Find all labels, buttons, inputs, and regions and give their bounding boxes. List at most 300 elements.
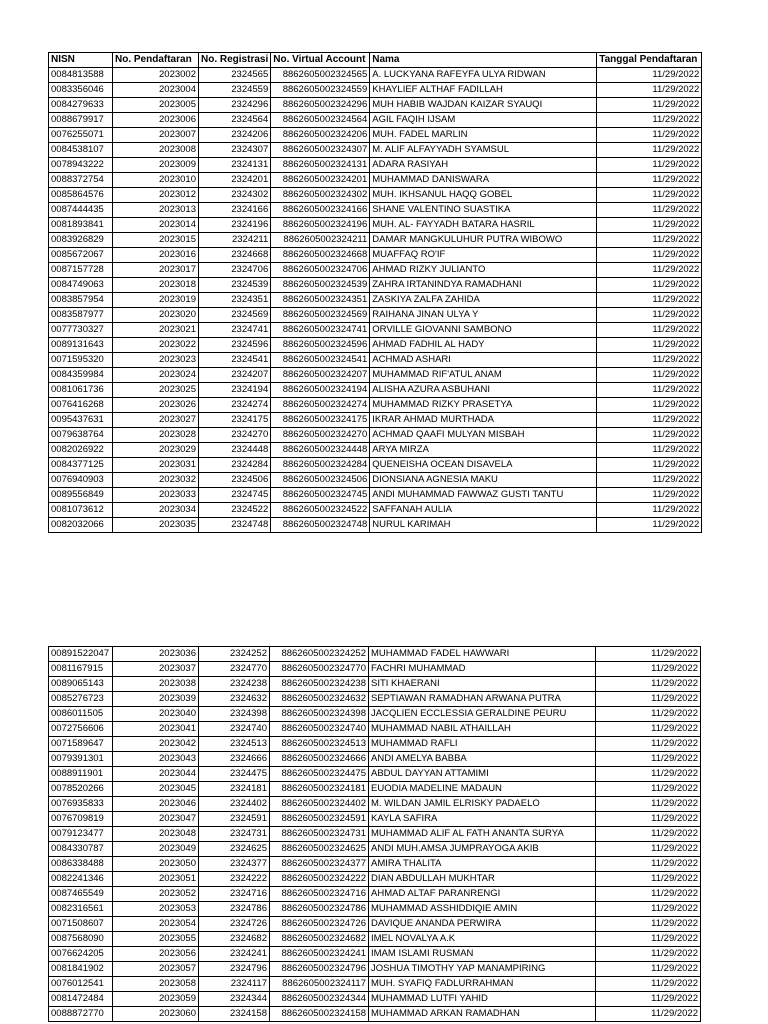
cell-no-pendaftaran: 2023046: [113, 797, 199, 812]
cell-tanggal-pendaftaran: 11/29/2022: [597, 398, 702, 413]
cell-no-pendaftaran: 2023004: [113, 83, 199, 98]
cell-no-pendaftaran: 2023006: [113, 113, 199, 128]
cell-no-virtual-account: 8862605002324222: [270, 872, 369, 887]
cell-nisn: 0082241346: [49, 872, 113, 887]
cell-no-registrasi: 2324196: [199, 218, 271, 233]
cell-no-virtual-account: 8862605002324706: [271, 263, 370, 278]
cell-no-pendaftaran: 2023014: [113, 218, 199, 233]
cell-nisn: 0078943222: [49, 158, 113, 173]
cell-no-registrasi: 2324274: [199, 398, 271, 413]
table-row: [49, 68, 702, 83]
table-row: [49, 113, 702, 128]
cell-no-registrasi: 2324559: [199, 83, 271, 98]
cell-nisn: 0082026922: [49, 443, 113, 458]
cell-no-virtual-account: 8862605002324448: [271, 443, 370, 458]
cell-no-pendaftaran: 2023049: [113, 842, 199, 857]
table-row: [49, 977, 701, 992]
cell-tanggal-pendaftaran: 11/29/2022: [597, 218, 702, 233]
cell-tanggal-pendaftaran: 11/29/2022: [597, 128, 702, 143]
cell-nama: EUODIA MADELINE MADAUN: [369, 782, 596, 797]
cell-no-pendaftaran: 2023032: [113, 473, 199, 488]
cell-no-registrasi: 2324625: [199, 842, 270, 857]
cell-no-pendaftaran: 2023007: [113, 128, 199, 143]
cell-tanggal-pendaftaran: 11/29/2022: [596, 662, 701, 677]
cell-tanggal-pendaftaran: 11/29/2022: [597, 338, 702, 353]
header-row: [49, 53, 702, 68]
cell-no-registrasi: 2324302: [199, 188, 271, 203]
cell-no-registrasi: 2324726: [199, 917, 270, 932]
cell-nama: ACHMAD ASHARI: [370, 353, 597, 368]
cell-tanggal-pendaftaran: 11/29/2022: [597, 188, 702, 203]
cell-tanggal-pendaftaran: 11/29/2022: [597, 488, 702, 503]
table-row: [49, 707, 701, 722]
cell-tanggal-pendaftaran: 11/29/2022: [597, 458, 702, 473]
cell-nama: MUHAMMAD RIZKY PRASETYA: [370, 398, 597, 413]
cell-nisn: 0083356046: [49, 83, 113, 98]
table-row: [49, 932, 701, 947]
cell-no-virtual-account: 8862605002324564: [271, 113, 370, 128]
cell-no-pendaftaran: 2023019: [113, 293, 199, 308]
cell-no-virtual-account: 8862605002324786: [270, 902, 369, 917]
cell-no-registrasi: 2324402: [199, 797, 270, 812]
cell-nisn: 0086338488: [49, 857, 113, 872]
cell-tanggal-pendaftaran: 11/29/2022: [596, 827, 701, 842]
cell-no-virtual-account: 8862605002324731: [270, 827, 369, 842]
cell-no-registrasi: 2324201: [199, 173, 271, 188]
cell-no-pendaftaran: 2023008: [113, 143, 199, 158]
cell-nisn: 0087157728: [49, 263, 113, 278]
cell-no-virtual-account: 8862605002324398: [270, 707, 369, 722]
cell-nisn: 0076935833: [49, 797, 113, 812]
cell-tanggal-pendaftaran: 11/29/2022: [596, 887, 701, 902]
table-row: [49, 263, 702, 278]
cell-no-registrasi: 2324241: [199, 947, 270, 962]
cell-no-registrasi: 2324398: [199, 707, 270, 722]
cell-no-pendaftaran: 2023012: [113, 188, 199, 203]
table-row: [49, 83, 702, 98]
table-row: [49, 737, 701, 752]
table-row: [49, 722, 701, 737]
cell-nama: MUH. FADEL MARLIN: [370, 128, 597, 143]
cell-tanggal-pendaftaran: 11/29/2022: [597, 413, 702, 428]
table-row: [49, 503, 702, 518]
cell-tanggal-pendaftaran: 11/29/2022: [596, 647, 701, 662]
cell-no-virtual-account: 8862605002324117: [270, 977, 369, 992]
cell-no-pendaftaran: 2023018: [113, 278, 199, 293]
cell-nisn: 0089131643: [49, 338, 113, 353]
cell-no-pendaftaran: 2023017: [113, 263, 199, 278]
cell-nisn: 0095437631: [49, 413, 113, 428]
cell-no-registrasi: 2324748: [199, 518, 271, 533]
cell-no-registrasi: 2324682: [199, 932, 270, 947]
cell-no-pendaftaran: 2023040: [113, 707, 199, 722]
cell-no-virtual-account: 8862605002324513: [270, 737, 369, 752]
cell-no-pendaftaran: 2023021: [113, 323, 199, 338]
table-row: [49, 767, 701, 782]
table-row: [49, 662, 701, 677]
cell-nama: AGIL FAQIH IJSAM: [370, 113, 597, 128]
cell-nama: MUH. AL- FAYYADH BATARA HASRIL: [370, 218, 597, 233]
cell-no-virtual-account: 8862605002324539: [271, 278, 370, 293]
table-row: [49, 887, 701, 902]
cell-nama: MUHAMMAD LUTFI YAHID: [369, 992, 596, 1007]
cell-tanggal-pendaftaran: 11/29/2022: [597, 428, 702, 443]
cell-no-virtual-account: 8862605002324748: [271, 518, 370, 533]
cell-no-pendaftaran: 2023056: [113, 947, 199, 962]
cell-tanggal-pendaftaran: 11/29/2022: [596, 902, 701, 917]
cell-tanggal-pendaftaran: 11/29/2022: [596, 782, 701, 797]
cell-tanggal-pendaftaran: 11/29/2022: [597, 503, 702, 518]
cell-no-registrasi: 2324252: [199, 647, 270, 662]
cell-nisn: 0088872770: [49, 1007, 113, 1022]
cell-no-virtual-account: 8862605002324158: [270, 1007, 369, 1022]
cell-nama: MUHAMMAD ALIF AL FATH ANANTA SURYA: [369, 827, 596, 842]
cell-nisn: 0077730327: [49, 323, 113, 338]
cell-nama: RAIHANA JINAN ULYA Y: [370, 308, 597, 323]
cell-no-virtual-account: 8862605002324596: [271, 338, 370, 353]
cell-no-registrasi: 2324448: [199, 443, 271, 458]
cell-no-virtual-account: 8862605002324666: [270, 752, 369, 767]
table-row: [49, 188, 702, 203]
cell-no-pendaftaran: 2023024: [113, 368, 199, 383]
cell-no-pendaftaran: 2023029: [113, 443, 199, 458]
cell-no-pendaftaran: 2023031: [113, 458, 199, 473]
cell-nisn: 0083587977: [49, 308, 113, 323]
cell-nama: KAYLA SAFIRA: [369, 812, 596, 827]
cell-no-registrasi: 2324506: [199, 473, 271, 488]
cell-no-registrasi: 2324731: [199, 827, 270, 842]
cell-tanggal-pendaftaran: 11/29/2022: [597, 473, 702, 488]
cell-nisn: 0084749063: [49, 278, 113, 293]
cell-tanggal-pendaftaran: 11/29/2022: [597, 203, 702, 218]
cell-nama: MUAFFAQ RO'IF: [370, 248, 597, 263]
cell-no-pendaftaran: 2023009: [113, 158, 199, 173]
cell-tanggal-pendaftaran: 11/29/2022: [596, 752, 701, 767]
cell-no-virtual-account: 8862605002324307: [271, 143, 370, 158]
table-row: [49, 278, 702, 293]
cell-no-virtual-account: 8862605002324506: [271, 473, 370, 488]
cell-nama: MUH. SYAFIQ FADLURRAHMAN: [369, 977, 596, 992]
cell-no-virtual-account: 8862605002324284: [271, 458, 370, 473]
cell-no-pendaftaran: 2023016: [113, 248, 199, 263]
cell-nisn: 0089065143: [49, 677, 113, 692]
cell-no-virtual-account: 8862605002324201: [271, 173, 370, 188]
cell-no-virtual-account: 8862605002324668: [271, 248, 370, 263]
header-no-registrasi: No. Registrasi: [199, 53, 271, 68]
cell-no-virtual-account: 8862605002324741: [271, 323, 370, 338]
cell-tanggal-pendaftaran: 11/29/2022: [597, 173, 702, 188]
cell-nisn: 0083926829: [49, 233, 113, 248]
cell-nama: IMEL NOVALYA A.K: [369, 932, 596, 947]
cell-no-registrasi: 2324591: [199, 812, 270, 827]
cell-tanggal-pendaftaran: 11/29/2022: [597, 323, 702, 338]
cell-no-pendaftaran: 2023059: [113, 992, 199, 1007]
cell-nisn: 0079123477: [49, 827, 113, 842]
cell-tanggal-pendaftaran: 11/29/2022: [596, 677, 701, 692]
cell-tanggal-pendaftaran: 11/29/2022: [597, 98, 702, 113]
cell-nama: AHMAD ALTAF PARANRENGI: [369, 887, 596, 902]
cell-nisn: 0081061736: [49, 383, 113, 398]
table-row: [49, 872, 701, 887]
cell-nama: MUHAMMAD ASSHIDDIQIE AMIN: [369, 902, 596, 917]
cell-tanggal-pendaftaran: 11/29/2022: [597, 158, 702, 173]
cell-no-registrasi: 2324796: [199, 962, 270, 977]
cell-no-virtual-account: 8862605002324131: [271, 158, 370, 173]
cell-nisn: 0088911901: [49, 767, 113, 782]
header-tanggal-pendaftaran: Tanggal Pendaftaran: [597, 53, 702, 68]
cell-no-registrasi: 2324716: [199, 887, 270, 902]
cell-no-registrasi: 2324770: [199, 662, 270, 677]
table-row: [49, 992, 701, 1007]
table-row: [49, 677, 701, 692]
cell-no-registrasi: 2324175: [199, 413, 271, 428]
table-row: [49, 797, 701, 812]
cell-no-pendaftaran: 2023044: [113, 767, 199, 782]
cell-nama: DAVIQUE ANANDA PERWIRA: [369, 917, 596, 932]
table-row: [49, 248, 702, 263]
cell-no-registrasi: 2324284: [199, 458, 271, 473]
cell-no-registrasi: 2324181: [199, 782, 270, 797]
cell-nama: SITI KHAERANI: [369, 677, 596, 692]
cell-no-pendaftaran: 2023034: [113, 503, 199, 518]
cell-nisn: 0084813588: [49, 68, 113, 83]
cell-no-registrasi: 2324541: [199, 353, 271, 368]
cell-nama: ZAHRA IRTANINDYA RAMADHANI: [370, 278, 597, 293]
table-row: [49, 293, 702, 308]
cell-no-registrasi: 2324222: [199, 872, 270, 887]
cell-no-virtual-account: 8862605002324274: [271, 398, 370, 413]
cell-tanggal-pendaftaran: 11/29/2022: [596, 962, 701, 977]
table-row: [49, 902, 701, 917]
cell-no-virtual-account: 8862605002324196: [271, 218, 370, 233]
cell-nama: ACHMAD QAAFI MULYAN MISBAH: [370, 428, 597, 443]
cell-nisn: 0076012541: [49, 977, 113, 992]
cell-no-registrasi: 2324351: [199, 293, 271, 308]
cell-no-pendaftaran: 2023022: [113, 338, 199, 353]
cell-no-registrasi: 2324344: [199, 992, 270, 1007]
cell-nama: JACQLIEN ECCLESSIA GERALDINE PEURU: [369, 707, 596, 722]
cell-nisn: 0084330787: [49, 842, 113, 857]
cell-no-registrasi: 2324166: [199, 203, 271, 218]
cell-no-registrasi: 2324565: [199, 68, 271, 83]
cell-no-registrasi: 2324740: [199, 722, 270, 737]
cell-nisn: 0081167915: [49, 662, 113, 677]
cell-nisn: 0082032066: [49, 518, 113, 533]
cell-no-registrasi: 2324117: [199, 977, 270, 992]
cell-no-pendaftaran: 2023052: [113, 887, 199, 902]
cell-no-registrasi: 2324745: [199, 488, 271, 503]
cell-no-registrasi: 2324475: [199, 767, 270, 782]
cell-tanggal-pendaftaran: 11/29/2022: [597, 353, 702, 368]
cell-nisn: 0079638764: [49, 428, 113, 443]
cell-no-pendaftaran: 2023002: [113, 68, 199, 83]
cell-no-registrasi: 2324296: [199, 98, 271, 113]
cell-nisn: 0078520266: [49, 782, 113, 797]
cell-tanggal-pendaftaran: 11/29/2022: [596, 932, 701, 947]
table-row: [49, 1007, 701, 1022]
cell-nama: IKRAR AHMAD MURTHADA: [370, 413, 597, 428]
cell-no-virtual-account: 8862605002324166: [271, 203, 370, 218]
cell-no-pendaftaran: 2023048: [113, 827, 199, 842]
cell-nama: MUHAMMAD DANISWARA: [370, 173, 597, 188]
table-row: [49, 857, 701, 872]
cell-no-registrasi: 2324666: [199, 752, 270, 767]
cell-nama: ARYA MIRZA: [370, 443, 597, 458]
cell-no-virtual-account: 8862605002324252: [270, 647, 369, 662]
table-row: [49, 692, 701, 707]
cell-tanggal-pendaftaran: 11/29/2022: [597, 83, 702, 98]
cell-no-pendaftaran: 2023036: [113, 647, 199, 662]
cell-tanggal-pendaftaran: 11/29/2022: [597, 293, 702, 308]
cell-tanggal-pendaftaran: 11/29/2022: [596, 692, 701, 707]
cell-nisn: 0071589647: [49, 737, 113, 752]
cell-no-virtual-account: 8862605002324206: [271, 128, 370, 143]
table-row: [49, 383, 702, 398]
cell-no-pendaftaran: 2023027: [113, 413, 199, 428]
cell-no-virtual-account: 8862605002324241: [270, 947, 369, 962]
cell-no-registrasi: 2324786: [199, 902, 270, 917]
table-row: [49, 173, 702, 188]
cell-nisn: 0071508607: [49, 917, 113, 932]
cell-no-registrasi: 2324522: [199, 503, 271, 518]
cell-tanggal-pendaftaran: 11/29/2022: [596, 707, 701, 722]
cell-nisn: 0081841902: [49, 962, 113, 977]
cell-nama: MUHAMMAD NABIL ATHAILLAH: [369, 722, 596, 737]
cell-no-pendaftaran: 2023051: [113, 872, 199, 887]
cell-nisn: 0076624205: [49, 947, 113, 962]
cell-nama: SAFFANAH AULIA: [370, 503, 597, 518]
cell-no-virtual-account: 8862605002324377: [270, 857, 369, 872]
cell-nama: ALISHA AZURA ASBUHANI: [370, 383, 597, 398]
cell-nisn: 0086011505: [49, 707, 113, 722]
cell-tanggal-pendaftaran: 11/29/2022: [597, 143, 702, 158]
cell-nama: MUHAMMAD RIF'ATUL ANAM: [370, 368, 597, 383]
cell-no-registrasi: 2324270: [199, 428, 271, 443]
cell-no-virtual-account: 8862605002324238: [270, 677, 369, 692]
table-row: [49, 98, 702, 113]
table-row: [49, 158, 702, 173]
cell-nisn: 0084359984: [49, 368, 113, 383]
table-row: [49, 428, 702, 443]
cell-nama: SHANE VALENTINO SUASTIKA: [370, 203, 597, 218]
cell-no-virtual-account: 8862605002324181: [270, 782, 369, 797]
cell-no-pendaftaran: 2023047: [113, 812, 199, 827]
cell-no-pendaftaran: 2023023: [113, 353, 199, 368]
table-row: [49, 353, 702, 368]
cell-no-pendaftaran: 2023041: [113, 722, 199, 737]
cell-no-virtual-account: 8862605002324740: [270, 722, 369, 737]
cell-no-registrasi: 2324632: [199, 692, 270, 707]
cell-nama: ORVILLE GIOVANNI SAMBONO: [370, 323, 597, 338]
cell-nama: MUHAMMAD ARKAN RAMADHAN: [369, 1007, 596, 1022]
table-row: [49, 233, 702, 248]
cell-no-virtual-account: 8862605002324211: [271, 233, 370, 248]
cell-no-virtual-account: 8862605002324632: [270, 692, 369, 707]
cell-nama: MUHAMMAD RAFLI: [369, 737, 596, 752]
cell-no-pendaftaran: 2023058: [113, 977, 199, 992]
cell-tanggal-pendaftaran: 11/29/2022: [597, 248, 702, 263]
cell-nisn: 0081073612: [49, 503, 113, 518]
cell-no-virtual-account: 8862605002324559: [271, 83, 370, 98]
cell-nama: ZASKIYA ZALFA ZAHIDA: [370, 293, 597, 308]
cell-nama: MUH HABIB WAJDAN KAIZAR SYAUQI: [370, 98, 597, 113]
cell-tanggal-pendaftaran: 11/29/2022: [596, 842, 701, 857]
cell-nama: JOSHUA TIMOTHY YAP MANAMPIRING: [369, 962, 596, 977]
cell-nisn: 0084279633: [49, 98, 113, 113]
cell-nisn: 0085672067: [49, 248, 113, 263]
cell-no-registrasi: 2324569: [199, 308, 271, 323]
table-row: [49, 218, 702, 233]
cell-nama: SEPTIAWAN RAMADHAN ARWANA PUTRA: [369, 692, 596, 707]
cell-no-virtual-account: 8862605002324565: [271, 68, 370, 83]
header-nama: Nama: [370, 53, 597, 68]
cell-no-virtual-account: 8862605002324522: [271, 503, 370, 518]
cell-no-pendaftaran: 2023026: [113, 398, 199, 413]
cell-nama: MUH. IKHSANUL HAQQ GOBEL: [370, 188, 597, 203]
cell-no-pendaftaran: 2023033: [113, 488, 199, 503]
table-row: [49, 947, 701, 962]
cell-no-virtual-account: 8862605002324194: [271, 383, 370, 398]
cell-nama: NURUL KARIMAH: [370, 518, 597, 533]
cell-no-registrasi: 2324668: [199, 248, 271, 263]
cell-no-virtual-account: 8862605002324302: [271, 188, 370, 203]
cell-no-pendaftaran: 2023013: [113, 203, 199, 218]
cell-no-virtual-account: 8862605002324716: [270, 887, 369, 902]
cell-nisn: 0076255071: [49, 128, 113, 143]
cell-no-virtual-account: 8862605002324569: [271, 308, 370, 323]
cell-no-registrasi: 2324194: [199, 383, 271, 398]
cell-nama: ANDI MUHAMMAD FAWWAZ GUSTI TANTU: [370, 488, 597, 503]
cell-nama: ANDI MUH.AMSA JUMPRAYOGA AKIB: [369, 842, 596, 857]
cell-tanggal-pendaftaran: 11/29/2022: [597, 68, 702, 83]
cell-nama: DIONSIANA AGNESIA MAKU: [370, 473, 597, 488]
table-row: [49, 473, 702, 488]
cell-tanggal-pendaftaran: 11/29/2022: [597, 278, 702, 293]
cell-no-virtual-account: 8862605002324796: [270, 962, 369, 977]
cell-no-registrasi: 2324741: [199, 323, 271, 338]
cell-no-pendaftaran: 2023010: [113, 173, 199, 188]
cell-nama: ANDI AMELYA BABBA: [369, 752, 596, 767]
cell-no-virtual-account: 8862605002324351: [271, 293, 370, 308]
cell-no-pendaftaran: 2023057: [113, 962, 199, 977]
header-no-virtual-account: No. Virtual Account: [271, 53, 370, 68]
cell-no-virtual-account: 8862605002324682: [270, 932, 369, 947]
cell-no-virtual-account: 8862605002324344: [270, 992, 369, 1007]
cell-nama: M. ALIF ALFAYYADH SYAMSUL: [370, 143, 597, 158]
table-row: [49, 962, 701, 977]
cell-no-pendaftaran: 2023060: [113, 1007, 199, 1022]
cell-nisn: 0072756606: [49, 722, 113, 737]
table-row: [49, 143, 702, 158]
cell-nisn: 0089556849: [49, 488, 113, 503]
cell-no-pendaftaran: 2023025: [113, 383, 199, 398]
cell-no-pendaftaran: 2023042: [113, 737, 199, 752]
cell-tanggal-pendaftaran: 11/29/2022: [596, 797, 701, 812]
cell-no-pendaftaran: 2023037: [113, 662, 199, 677]
cell-nama: A. LUCKYANA RAFEYFA ULYA RIDWAN: [370, 68, 597, 83]
cell-no-pendaftaran: 2023038: [113, 677, 199, 692]
cell-no-registrasi: 2324539: [199, 278, 271, 293]
cell-no-virtual-account: 8862605002324541: [271, 353, 370, 368]
cell-no-registrasi: 2324206: [199, 128, 271, 143]
table-row: [49, 647, 701, 662]
cell-nisn: 0076940903: [49, 473, 113, 488]
cell-nisn: 0087444435: [49, 203, 113, 218]
cell-tanggal-pendaftaran: 11/29/2022: [596, 917, 701, 932]
cell-no-registrasi: 2324564: [199, 113, 271, 128]
cell-tanggal-pendaftaran: 11/29/2022: [597, 368, 702, 383]
cell-no-virtual-account: 8862605002324207: [271, 368, 370, 383]
